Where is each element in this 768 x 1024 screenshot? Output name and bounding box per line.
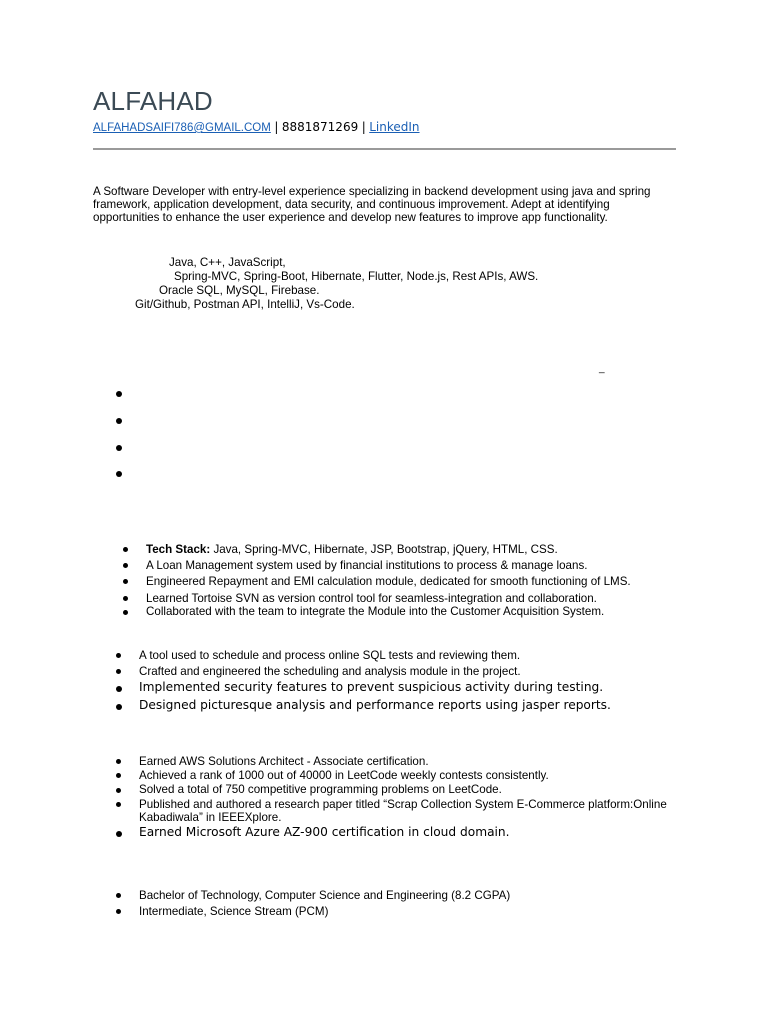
list-item: Earned Microsoft Azure AZ-900 certification in cloud domain.: [139, 825, 510, 839]
empty-bullet: [116, 471, 122, 477]
list-item: Engineered Repayment and EMI calculation module, dedicated for smooth functioning of LMS.: [146, 575, 631, 588]
list-item: Solved a total of 750 competitive programming problems on LeetCode.: [139, 783, 502, 796]
separator: |: [274, 120, 279, 134]
list-bullet: [116, 653, 121, 658]
empty-bullet: [116, 418, 122, 424]
list-item: Achieved a rank of 1000 out of 40000 in LeetCode weekly contests consistently.: [139, 769, 549, 782]
skill-frameworks: Spring-MVC, Spring-Boot, Hibernate, Flutter, Node.js, Rest APIs, AWS.: [174, 270, 539, 283]
skill-databases: Oracle SQL, MySQL, Firebase.: [159, 284, 320, 297]
separator: |: [361, 120, 366, 134]
phone-number: 8881871269: [281, 120, 359, 134]
list-item: Designed picturesque analysis and performance reports using jasper reports.: [139, 698, 611, 712]
tech-stack-label: Tech Stack:: [146, 543, 211, 556]
empty-bullet: [116, 445, 122, 451]
summary-paragraph: A Software Developer with entry-level experience specializing in backend development using java and spring framework, application development, data security, and continuous improvement. Adept at identifying opportunities to enhance the user experience and develop new features to improve app functionality.: [93, 185, 651, 224]
list-item: Intermediate, Science Stream (PCM): [139, 905, 329, 918]
email-link[interactable]: ALFAHADSAIFI786@GMAIL.COM: [93, 122, 271, 134]
list-bullet: [123, 563, 128, 568]
list-bullet: [116, 669, 121, 674]
list-bullet: [123, 596, 128, 601]
list-item: A tool used to schedule and process online SQL tests and reviewing them.: [139, 649, 521, 662]
skill-languages: Java, C++, JavaScript,: [169, 256, 286, 269]
list-bullet: [116, 686, 122, 692]
empty-bullet: [116, 391, 122, 397]
list-bullet: [116, 788, 121, 793]
list-bullet: [116, 773, 121, 778]
contact-line: [93, 120, 420, 134]
skill-tools: Git/Github, Postman API, IntelliJ, Vs-Code.: [135, 298, 355, 311]
list-bullet: [116, 909, 121, 914]
list-bullet: [116, 704, 122, 710]
list-bullet: [116, 831, 122, 837]
candidate-name: ALFAHAD: [93, 86, 213, 116]
list-item: Crafted and engineered the scheduling and analysis module in the project.: [139, 665, 521, 678]
list-item: Learned Tortoise SVN as version control tool for seamless-integration and collaboration.: [146, 592, 597, 605]
tech-stack-value: Java, Spring-MVC, Hibernate, JSP, Bootstrap, jQuery, HTML, CSS.: [210, 543, 558, 556]
list-item: Implemented security features to prevent suspicious activity during testing.: [139, 680, 604, 694]
list-bullet: [116, 759, 121, 764]
list-bullet: [116, 802, 121, 807]
list-item: Collaborated with the team to integrate the Module into the Customer Acquisition System.: [146, 605, 605, 618]
list-bullet: [123, 610, 128, 615]
header-divider: [93, 148, 676, 150]
list-item: Earned AWS Solutions Architect - Associate certification.: [139, 755, 429, 768]
linkedin-link[interactable]: LinkedIn: [369, 120, 420, 134]
list-bullet: [123, 547, 128, 552]
list-item: Published and authored a research paper titled “Scrap Collection System E-Commerce platform:Online Kabadiwala” in IEEEXplore.: [139, 798, 667, 824]
list-item: A Loan Management system used by financial institutions to process & manage loans.: [146, 559, 588, 572]
stray-mark: _: [599, 363, 605, 374]
list-item: Bachelor of Technology, Computer Science and Engineering (8.2 CGPA): [139, 889, 511, 902]
project1-tech-stack: [146, 543, 558, 556]
list-bullet: [116, 893, 121, 898]
list-bullet: [123, 579, 128, 584]
